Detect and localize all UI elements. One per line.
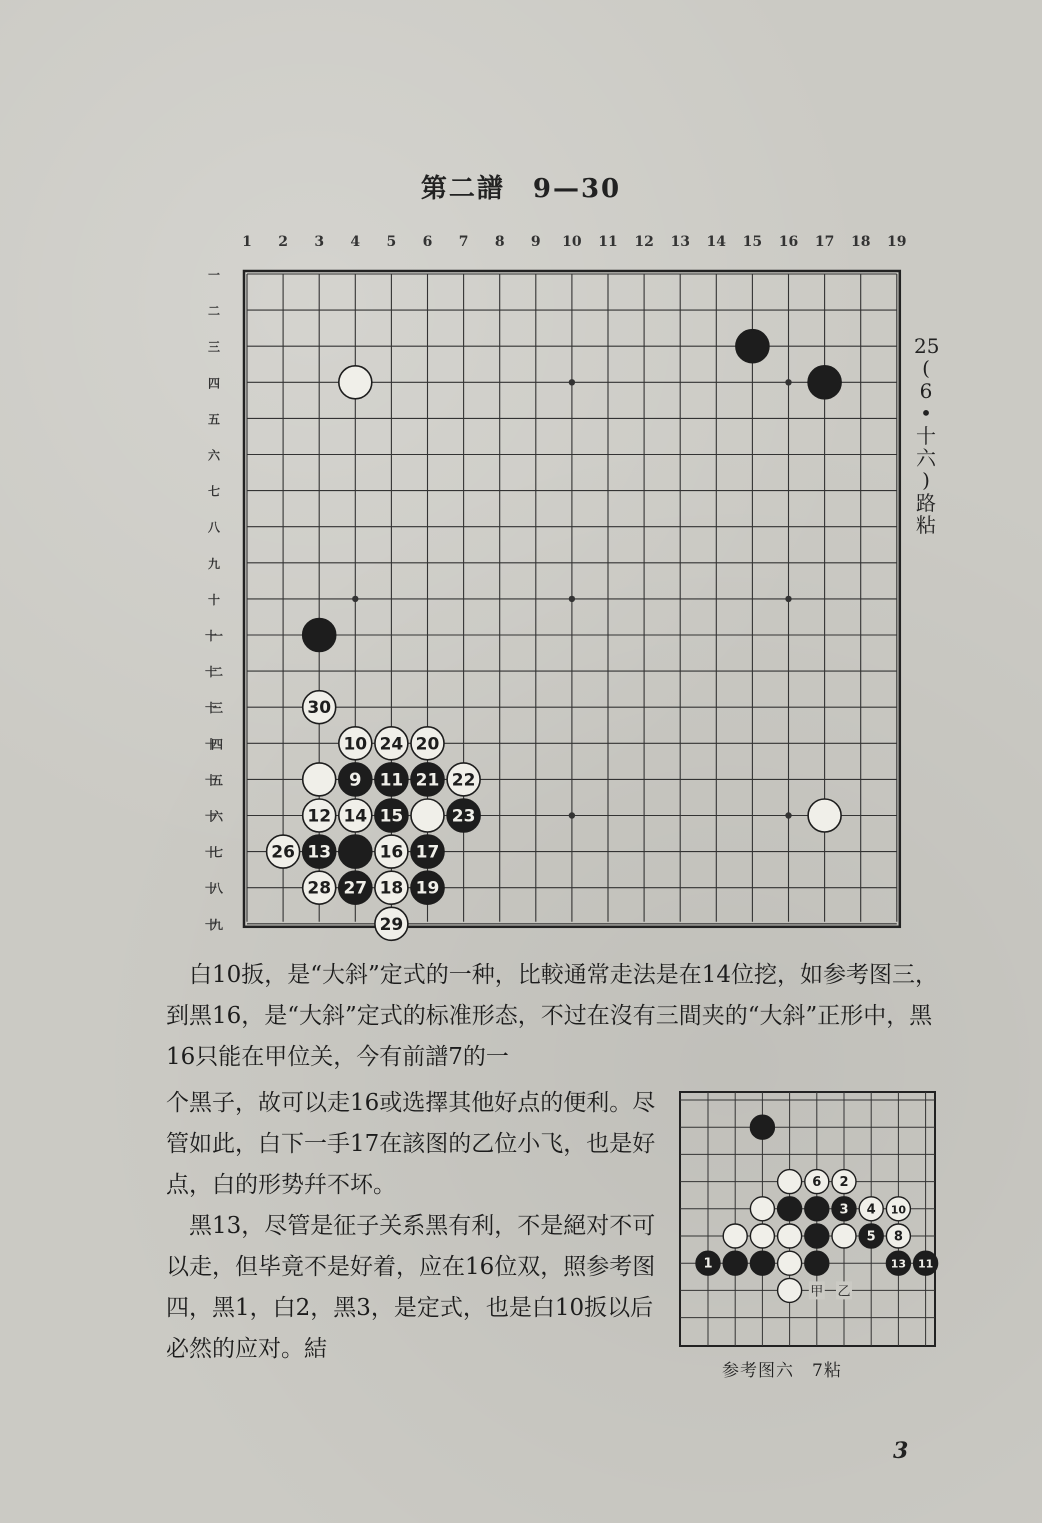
column-label: 18 bbox=[850, 234, 871, 250]
white-stone bbox=[411, 799, 444, 832]
white-stone bbox=[805, 1170, 829, 1194]
white-stone bbox=[778, 1251, 802, 1275]
stone-disc bbox=[805, 1197, 829, 1221]
row-label: 十一 bbox=[205, 629, 223, 643]
black-stone bbox=[750, 1251, 774, 1275]
white-stone bbox=[411, 727, 444, 760]
black-stone bbox=[411, 763, 444, 796]
white-stone bbox=[832, 1170, 856, 1194]
paragraph-1 bbox=[166, 955, 946, 1078]
row-label: 十四 bbox=[205, 737, 223, 752]
row-label: 七 bbox=[207, 484, 221, 499]
move-number: 8 bbox=[893, 1229, 903, 1245]
black-stone bbox=[447, 799, 480, 832]
black-stone bbox=[375, 799, 408, 832]
row-label: 六 bbox=[207, 448, 221, 463]
white-stone bbox=[303, 871, 336, 904]
row-label: 一 bbox=[207, 268, 221, 282]
star-point bbox=[785, 596, 791, 602]
black-stone bbox=[808, 366, 841, 399]
column-label: 4 bbox=[350, 234, 361, 250]
stone-disc bbox=[736, 330, 769, 363]
move-number: 1 bbox=[703, 1256, 713, 1272]
black-stone bbox=[723, 1251, 747, 1275]
stone-disc bbox=[808, 799, 841, 832]
white-stone bbox=[723, 1224, 747, 1248]
row-label: 十六 bbox=[205, 809, 223, 824]
column-label: 15 bbox=[742, 234, 763, 250]
white-stone bbox=[750, 1224, 774, 1248]
stone-disc bbox=[723, 1224, 747, 1248]
side-note-char: • bbox=[920, 401, 932, 426]
row-label: 八 bbox=[207, 520, 221, 535]
star-point bbox=[569, 379, 575, 385]
row-label: 十七 bbox=[205, 845, 223, 860]
white-stone bbox=[267, 835, 300, 868]
stone-disc bbox=[778, 1197, 802, 1221]
black-stone bbox=[778, 1197, 802, 1221]
column-label: 13 bbox=[670, 234, 690, 250]
side-note-char: 十 bbox=[916, 423, 936, 448]
black-stone bbox=[339, 871, 372, 904]
row-label: 十八 bbox=[205, 881, 223, 896]
stone-disc bbox=[778, 1170, 802, 1194]
white-stone bbox=[859, 1197, 883, 1221]
white-stone bbox=[778, 1224, 802, 1248]
column-label: 1 bbox=[242, 234, 252, 250]
white-stone bbox=[447, 763, 480, 796]
move-number: 13 bbox=[307, 842, 332, 863]
star-point bbox=[785, 812, 791, 818]
row-label: 三 bbox=[207, 340, 221, 355]
paragraph-text: 个黑子，故可以走16或选擇其他好点的便利。尽管如此，白下一手17在該图的乙位小飞，也是好点，白的形势幷不坏。 bbox=[166, 1090, 656, 1198]
white-stone bbox=[750, 1197, 774, 1221]
move-number: 5 bbox=[866, 1229, 876, 1245]
stone-disc bbox=[411, 799, 444, 832]
stone-disc bbox=[750, 1251, 774, 1275]
stone-disc bbox=[750, 1224, 774, 1248]
move-number: 16 bbox=[379, 842, 404, 863]
black-stone bbox=[696, 1251, 720, 1275]
column-label: 9 bbox=[530, 234, 541, 250]
white-stone bbox=[375, 727, 408, 760]
move-number: 24 bbox=[379, 734, 404, 755]
black-stone bbox=[832, 1197, 856, 1221]
black-stone bbox=[411, 871, 444, 904]
black-stone bbox=[411, 835, 444, 868]
white-stone bbox=[886, 1197, 910, 1221]
black-stone bbox=[339, 763, 372, 796]
row-label: 十二 bbox=[205, 665, 223, 680]
row-label: 四 bbox=[207, 376, 221, 391]
stone-disc bbox=[778, 1278, 802, 1302]
page-number: 3 bbox=[893, 1438, 909, 1464]
move-number: 10 bbox=[890, 1203, 907, 1217]
side-note-char: 六 bbox=[916, 445, 936, 470]
column-label: 16 bbox=[778, 234, 799, 250]
black-stone bbox=[886, 1251, 910, 1275]
black-stone bbox=[375, 763, 408, 796]
move-number: 30 bbox=[307, 698, 332, 719]
reference-caption: 参考图六 7粘 bbox=[722, 1361, 842, 1381]
move-number: 3 bbox=[839, 1202, 849, 1218]
black-stone bbox=[805, 1251, 829, 1275]
white-stone bbox=[778, 1278, 802, 1302]
white-stone bbox=[375, 835, 408, 868]
white-stone bbox=[339, 799, 372, 832]
stone-disc bbox=[832, 1224, 856, 1248]
star-point bbox=[785, 379, 791, 385]
side-note-char: 25 bbox=[914, 334, 940, 358]
row-label: 二 bbox=[207, 304, 221, 319]
move-number: 19 bbox=[415, 878, 440, 899]
column-label: 14 bbox=[706, 234, 727, 250]
move-number: 17 bbox=[415, 842, 440, 863]
column-label: 3 bbox=[314, 234, 325, 250]
column-label: 10 bbox=[562, 234, 582, 250]
move-number: 13 bbox=[890, 1257, 907, 1271]
move-number: 18 bbox=[379, 878, 404, 899]
stone-disc bbox=[805, 1224, 829, 1248]
column-label: 17 bbox=[814, 234, 835, 250]
row-label: 十九 bbox=[205, 917, 223, 932]
white-stone bbox=[375, 907, 408, 940]
row-label: 十三 bbox=[205, 701, 223, 716]
black-stone bbox=[339, 835, 372, 868]
page-title: 第二譜 9—30 bbox=[420, 174, 622, 204]
move-number: 15 bbox=[379, 806, 404, 827]
move-number: 21 bbox=[415, 770, 440, 791]
move-number: 20 bbox=[415, 734, 440, 755]
move-number: 12 bbox=[307, 806, 332, 827]
move-number: 11 bbox=[379, 770, 404, 791]
side-note-char: 6 bbox=[919, 378, 933, 403]
black-stone bbox=[805, 1197, 829, 1221]
row-label: 九 bbox=[207, 556, 221, 571]
black-stone bbox=[859, 1224, 883, 1248]
white-stone bbox=[375, 871, 408, 904]
white-stone bbox=[303, 763, 336, 796]
stone-disc bbox=[303, 619, 336, 652]
column-label: 19 bbox=[887, 234, 907, 250]
column-label: 8 bbox=[494, 234, 505, 250]
white-stone bbox=[778, 1170, 802, 1194]
stone-disc bbox=[808, 366, 841, 399]
white-stone bbox=[832, 1224, 856, 1248]
move-number: 9 bbox=[349, 769, 362, 791]
star-point bbox=[569, 812, 575, 818]
side-note-char: 粘 bbox=[916, 513, 936, 538]
move-number: 6 bbox=[812, 1175, 822, 1191]
position-mark: 乙 bbox=[837, 1284, 851, 1300]
paragraph-text: 黑13，尽管是征子关系黑有利，不是絕对不可以走，但毕竟不是好着，应在16位双，照参考图四，黑1，白2，黑3，是定式，也是白10扳以后必然的应对。結 bbox=[166, 1213, 656, 1362]
black-stone bbox=[805, 1224, 829, 1248]
move-number: 29 bbox=[379, 914, 404, 935]
move-number: 2 bbox=[839, 1175, 849, 1191]
move-number: 4 bbox=[866, 1202, 876, 1218]
stone-disc bbox=[339, 835, 372, 868]
white-stone bbox=[303, 691, 336, 724]
white-stone bbox=[339, 366, 372, 399]
move-number: 26 bbox=[271, 842, 295, 863]
stone-disc bbox=[723, 1251, 747, 1275]
paragraph-2 bbox=[166, 1083, 656, 1370]
black-stone bbox=[303, 835, 336, 868]
column-label: 7 bbox=[458, 234, 469, 250]
go-board-main bbox=[200, 225, 910, 945]
paragraph-text: 白10扳，是“大斜”定式的一种，比較通常走法是在14位挖，如参考图三，到黑16，是“大斜”定式的标准形态，不过在沒有三間夹的“大斜”正形中，黑16只能在甲位关，今有前譜7的一 bbox=[166, 962, 939, 1070]
move-number: 14 bbox=[343, 806, 368, 827]
white-stone bbox=[339, 727, 372, 760]
black-stone bbox=[736, 330, 769, 363]
move-number: 28 bbox=[307, 878, 332, 899]
row-label: 十五 bbox=[205, 773, 223, 788]
row-label: 十 bbox=[207, 592, 221, 607]
stone-disc bbox=[303, 763, 336, 796]
go-board-reference bbox=[678, 1090, 940, 1352]
column-label: 12 bbox=[634, 234, 654, 250]
stone-disc bbox=[805, 1251, 829, 1275]
star-point bbox=[569, 596, 575, 602]
side-note-char: 路 bbox=[916, 490, 936, 515]
white-stone bbox=[886, 1224, 910, 1248]
side-note-char: ( bbox=[922, 356, 930, 381]
move-number: 11 bbox=[917, 1257, 934, 1271]
column-label: 2 bbox=[278, 234, 288, 250]
move-number: 10 bbox=[343, 734, 368, 755]
side-note bbox=[914, 335, 938, 537]
black-stone bbox=[750, 1115, 774, 1139]
side-note-char: ) bbox=[922, 468, 930, 493]
move-number: 27 bbox=[343, 878, 368, 899]
stone-disc bbox=[339, 366, 372, 399]
move-number: 23 bbox=[451, 806, 476, 827]
column-label: 5 bbox=[386, 234, 397, 250]
stone-disc bbox=[750, 1115, 774, 1139]
row-label: 五 bbox=[207, 412, 221, 427]
white-stone bbox=[808, 799, 841, 832]
stone-disc bbox=[778, 1251, 802, 1275]
stone-disc bbox=[778, 1224, 802, 1248]
stone-disc bbox=[750, 1197, 774, 1221]
column-label: 11 bbox=[598, 234, 618, 250]
position-mark: 甲 bbox=[810, 1284, 824, 1300]
black-stone bbox=[914, 1251, 938, 1275]
black-stone bbox=[303, 619, 336, 652]
move-number: 22 bbox=[451, 770, 476, 791]
column-label: 6 bbox=[422, 234, 433, 250]
white-stone bbox=[303, 799, 336, 832]
star-point bbox=[352, 596, 358, 602]
